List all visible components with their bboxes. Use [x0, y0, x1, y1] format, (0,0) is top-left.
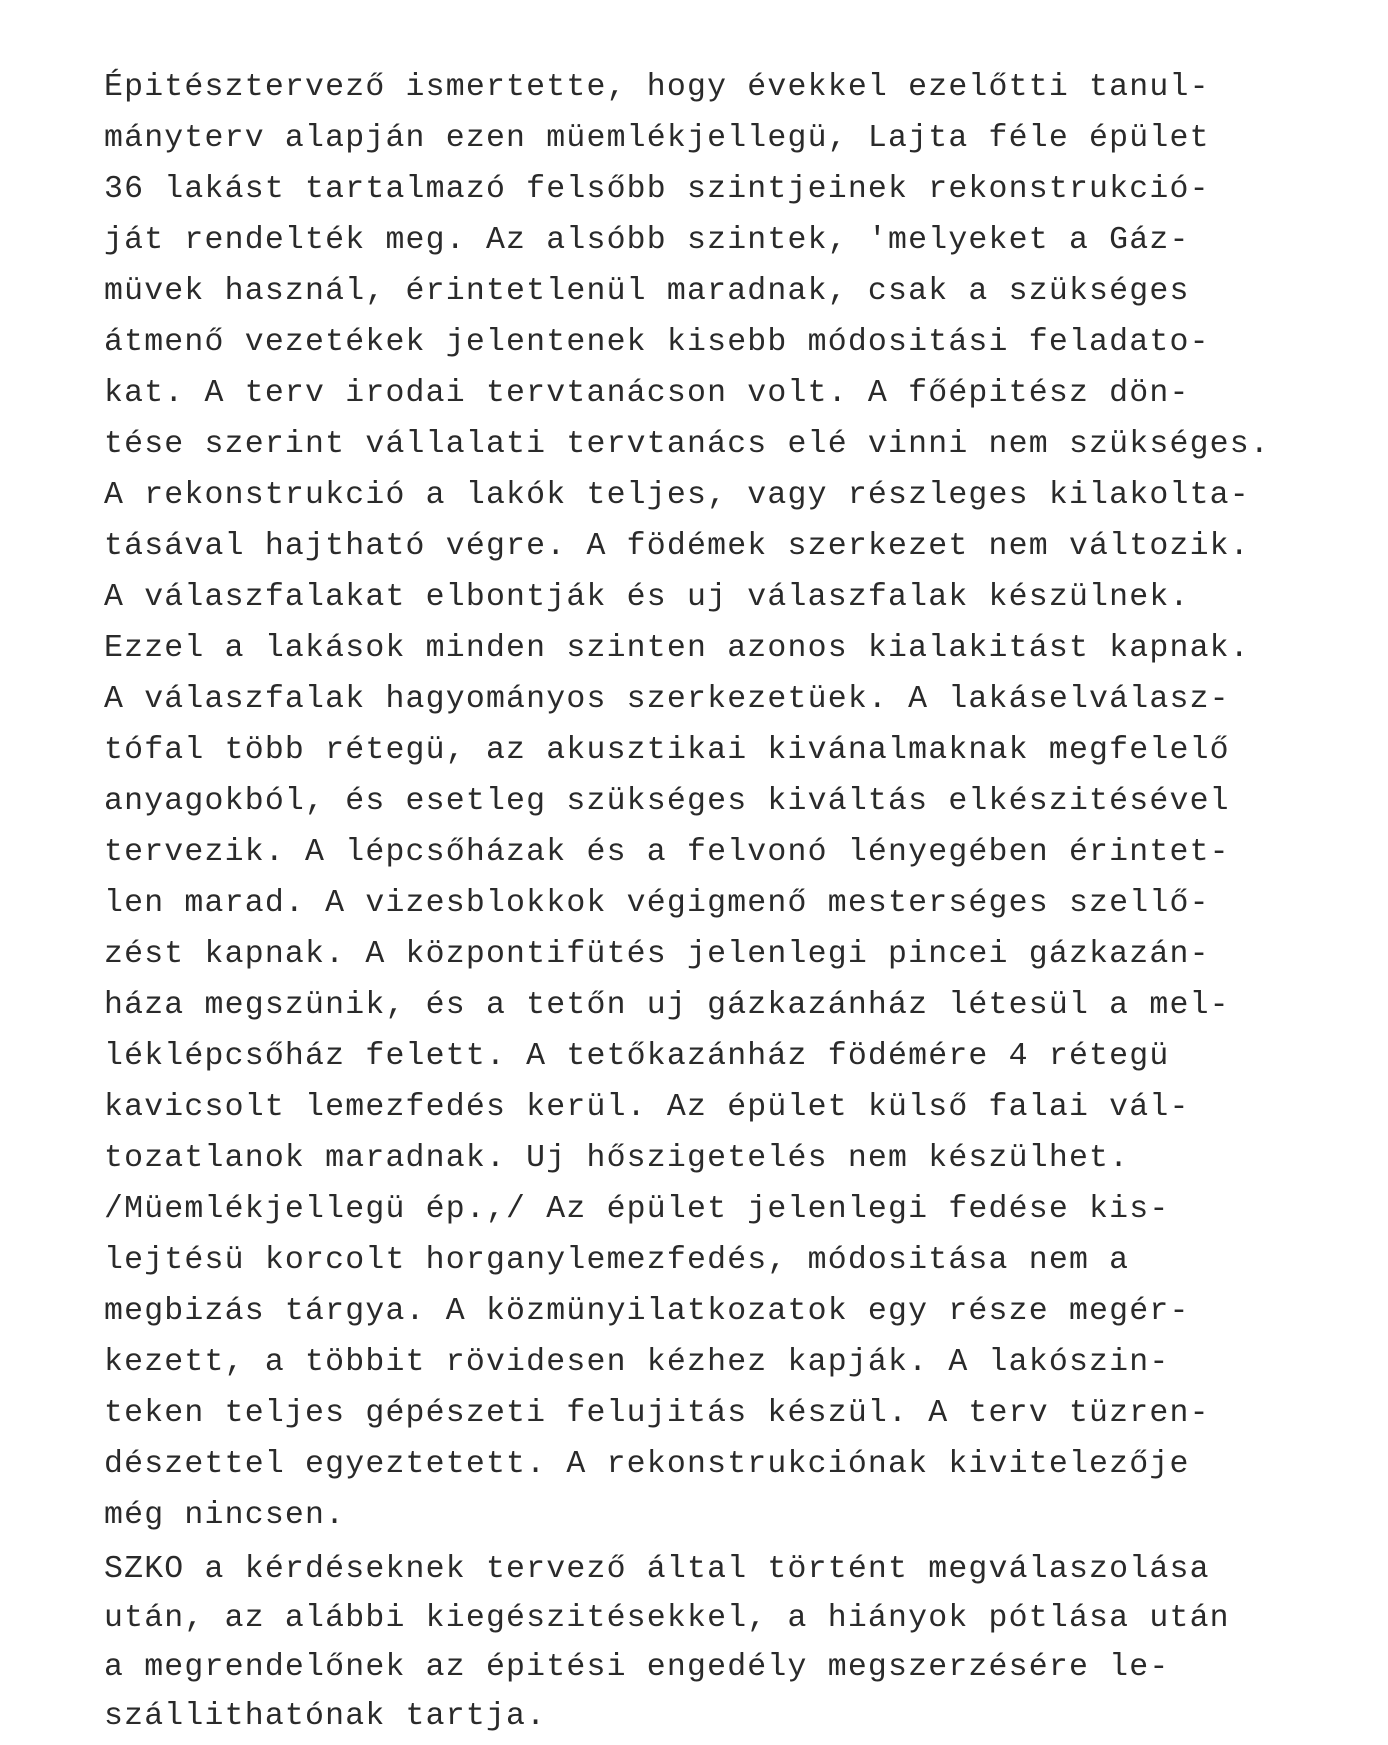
- text-line: után, az alábbi kiegészitésekkel, a hiányok pótlása után: [104, 1601, 1230, 1636]
- text-line: lejtésü korcolt horganylemezfedés, módositása nem a: [104, 1243, 1130, 1278]
- text-line: A válaszfalakat elbontják és uj válaszfalak készülnek.: [104, 580, 1190, 615]
- text-line: mányterv alapján ezen müemlékjellegü, Lajta féle épület: [104, 121, 1210, 156]
- document-body: [104, 62, 1334, 1741]
- text-line: kavicsolt lemezfedés kerül. Az épület külső falai vál-: [104, 1090, 1190, 1125]
- text-line: átmenő vezetékek jelentenek kisebb módositási feladato-: [104, 325, 1210, 360]
- text-line: kezett, a többit rövidesen kézhez kapják. A lakószin-: [104, 1345, 1170, 1380]
- text-line: A rekonstrukció a lakók teljes, vagy részleges kilakolta-: [104, 478, 1250, 513]
- text-line: szállithatónak tartja.: [104, 1699, 547, 1734]
- text-line: tése szerint vállalati tervtanács elé vinni nem szükséges.: [104, 427, 1270, 462]
- text-line: SZKO a kérdéseknek tervező által történt megválaszolása: [104, 1552, 1210, 1587]
- text-line: kat. A terv irodai tervtanácson volt. A főépitész dön-: [104, 376, 1190, 411]
- text-line: háza megszünik, és a tetőn uj gázkazánház létesül a mel-: [104, 988, 1230, 1023]
- text-line: tásával hajtható végre. A födémek szerkezet nem változik.: [104, 529, 1250, 564]
- text-line: len marad. A vizesblokkok végigmenő mesterséges szellő-: [104, 886, 1210, 921]
- text-line: dészettel egyeztetett. A rekonstrukciónak kivitelezője: [104, 1447, 1190, 1482]
- text-line: tervezik. A lépcsőházak és a felvonó lényegében érintet-: [104, 835, 1230, 870]
- text-line: megbizás tárgya. A közmünyilatkozatok egy része megér-: [104, 1294, 1190, 1329]
- text-line: zést kapnak. A központifütés jelenlegi pincei gázkazán-: [104, 937, 1210, 972]
- text-line: ját rendelték meg. Az alsóbb szintek, 'melyeket a Gáz-: [104, 223, 1190, 258]
- text-line: /Müemlékjellegü ép.,/ Az épület jelenlegi fedése kis-: [104, 1192, 1170, 1227]
- text-line: léklépcsőház felett. A tetőkazánház födémére 4 rétegü: [104, 1039, 1170, 1074]
- text-line: anyagokból, és esetleg szükséges kiváltás elkészitésével: [104, 784, 1230, 819]
- text-line: 36 lakást tartalmazó felsőbb szintjeinek rekonstrukció-: [104, 172, 1210, 207]
- text-line: tozatlanok maradnak. Uj hőszigetelés nem készülhet.: [104, 1141, 1130, 1176]
- text-line: tófal több rétegü, az akusztikai kivánalmaknak megfelelő: [104, 733, 1230, 768]
- paragraph-2: [104, 1545, 1334, 1741]
- text-line: még nincsen.: [104, 1498, 346, 1533]
- text-line: müvek használ, érintetlenül maradnak, csak a szükséges: [104, 274, 1190, 309]
- text-line: Ezzel a lakások minden szinten azonos kialakitást kapnak.: [104, 631, 1250, 666]
- text-line: A válaszfalak hagyományos szerkezetüek. A lakáselválasz-: [104, 682, 1230, 717]
- paragraph-1: [104, 62, 1334, 1541]
- text-line: teken teljes gépészeti felujitás készül. A terv tüzren-: [104, 1396, 1210, 1431]
- text-line: a megrendelőnek az épitési engedély megszerzésére le-: [104, 1650, 1170, 1685]
- text-line: Épitésztervező ismertette, hogy évekkel ezelőtti tanul-: [104, 70, 1210, 105]
